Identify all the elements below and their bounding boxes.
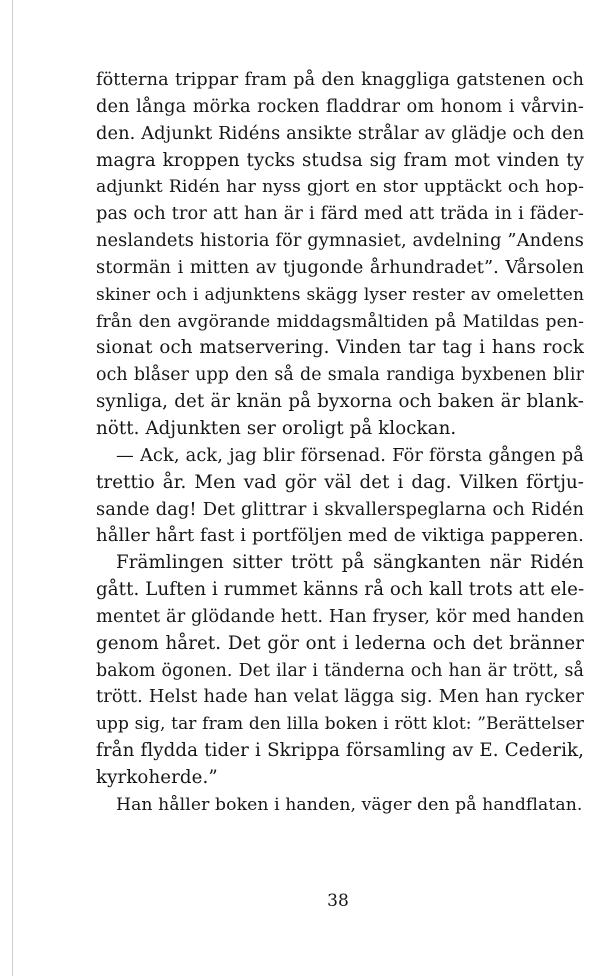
text-line: genom håret. Det gör ont i lederna och det bränner bbox=[96, 632, 584, 654]
text-line: stormän i mitten av tjugonde århundradet”. Vårsolen bbox=[96, 256, 584, 278]
text-line: mentet är glödande hett. Han fryser, kör med handen bbox=[96, 605, 584, 627]
text-line: magra kroppen tycks studsa sig fram mot vinden ty bbox=[96, 149, 584, 171]
text-line: neslandets historia för gymnasiet, avdelning ”Andens bbox=[96, 230, 584, 252]
text-line: den. Adjunkt Ridéns ansikte strålar av glädje och den bbox=[96, 122, 584, 144]
text-line: Främlingen sitter trött på sängkanten när Ridén bbox=[116, 552, 584, 574]
text-line: fötterna trippar fram på den knaggliga gatstenen och bbox=[96, 70, 584, 90]
page-edge-line bbox=[12, 0, 13, 976]
text-line: sande dag! Det glittrar i skvallerspeglarna och Ridén bbox=[96, 498, 584, 520]
text-line: bakom ögonen. Det ilar i tänderna och han är trött, så bbox=[96, 660, 584, 681]
text-line: håller hårt fast i portföljen med de viktiga papperen. bbox=[96, 525, 584, 547]
page-number: 38 bbox=[327, 891, 349, 911]
text-line: och blåser upp den så de smala randiga byxbenen blir bbox=[96, 365, 584, 386]
paragraph bbox=[96, 792, 584, 819]
text-line: gått. Luften i rummet känns rå och kall trots att ele- bbox=[96, 579, 584, 601]
text-line: adjunkt Ridén har nyss gjort en stor upptäckt och hop- bbox=[96, 177, 584, 198]
text-line: nött. Adjunkten ser oroligt på klockan. bbox=[96, 417, 457, 439]
text-line: synliga, det är knän på byxorna och baken är blank- bbox=[96, 391, 584, 413]
body-text bbox=[96, 67, 584, 819]
text-line: pas och tror att han är i färd med att träda in i fäder- bbox=[96, 203, 584, 225]
text-line: från den avgörande middagsmåltiden på Matildas pen- bbox=[96, 311, 584, 332]
paragraph bbox=[96, 67, 584, 443]
text-line: trettio år. Men vad gör väl det i dag. Vilken förtju- bbox=[96, 471, 584, 493]
text-line: från flydda tider i Skrippa församling av E. Cederik, bbox=[96, 740, 584, 762]
text-line: Han håller boken i handen, väger den på handflatan. bbox=[116, 794, 583, 815]
text-line: kyrkoherde.” bbox=[96, 766, 218, 788]
text-line: — Ack, ack, jag blir försenad. För första gången på bbox=[116, 444, 584, 466]
text-line: skiner och i adjunktens skägg lyser rester av omeletten bbox=[96, 284, 584, 305]
text-line: sionat och matservering. Vinden tar tag i hans rock bbox=[96, 337, 584, 359]
paragraph bbox=[96, 443, 584, 550]
text-line: upp sig, tar fram den lilla boken i rött klot: ”Berättelser bbox=[96, 714, 584, 735]
text-line: trött. Helst hade han velat lägga sig. Men han rycker bbox=[96, 686, 584, 708]
text-line: den långa mörka rocken fladdrar om honom i vårvin- bbox=[96, 95, 584, 117]
paragraph bbox=[96, 550, 584, 792]
